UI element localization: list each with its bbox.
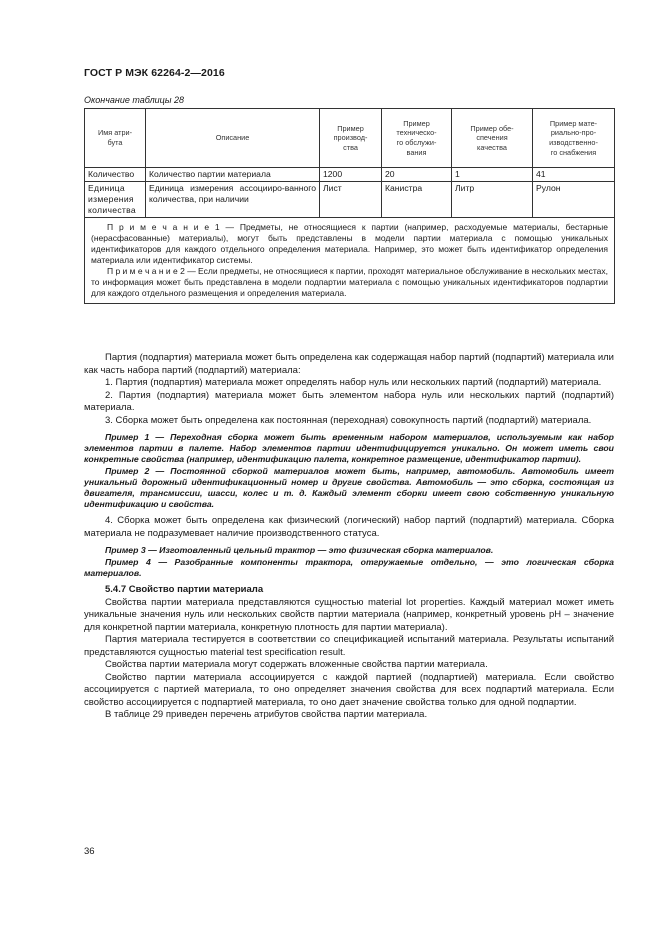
table-notes bbox=[85, 218, 615, 304]
note-label: П р и м е ч а н и е 2 bbox=[107, 266, 185, 276]
table-cell: Единица измерения ассоцииро-ванного количества, при наличии bbox=[146, 182, 320, 218]
paragraph: Партия материала тестируется в соответствии со спецификацией испытаний материала. Результаты испытаний представляются сущностью material test specification result. bbox=[84, 634, 614, 658]
example: Пример 1 — Переходная сборка может быть временным набором материалов, используемым как набор элементов партии в палете. Набор элементов партии идентифицируется уникально. Он может иметь свои конкретные свойства (например, идентификацию палета, конкретное размещение, идентификатор партии). bbox=[84, 432, 614, 465]
column-header: Пример мате- риально-про- изводственно- го снабжения bbox=[533, 109, 615, 168]
table-cell: Рулон bbox=[533, 182, 615, 218]
body-text bbox=[84, 352, 614, 722]
paragraph: 3. Сборка может быть определена как постоянная (переходная) совокупность партий (подпартий) материала. bbox=[105, 414, 592, 426]
table-row bbox=[85, 182, 615, 218]
table-cell: 1200 bbox=[320, 168, 382, 182]
table-notes-row bbox=[85, 218, 615, 304]
table-header-row bbox=[85, 109, 615, 168]
table-row bbox=[85, 168, 615, 182]
note-2 bbox=[91, 266, 608, 299]
paragraph: Свойство партии материала ассоциируется с каждой партией (подпартией) материала. Если свойство ассоциируется с партией материала, то оно определяет значения свойства для всех подпартий материала. Если свойство ассоциируется с подпартией материала, то оно дает значение свойства только для одной подпартии. bbox=[84, 671, 614, 708]
column-header: Пример производ- ства bbox=[320, 109, 382, 168]
paragraph: Свойства партии материала могут содержать вложенные свойства партии материала. bbox=[105, 659, 488, 671]
table-cell: 20 bbox=[382, 168, 452, 182]
paragraph: 2. Партия (подпартия) материала может быть элементом набора нуль или нескольких партий (подпартий) материала. bbox=[84, 389, 614, 413]
document-header: ГОСТ Р МЭК 62264-2—2016 bbox=[84, 67, 225, 79]
example: Пример 3 — Изготовленный цельный трактор — это физическая сборка материалов. bbox=[105, 545, 494, 556]
table-cell: 41 bbox=[533, 168, 615, 182]
column-header: Пример обе- спечения качества bbox=[452, 109, 533, 168]
note-label: П р и м е ч а н и е 1 bbox=[107, 222, 220, 232]
note-text: — Если предметы, не относящиеся к партии, проходят материальное обслуживание в нескольких местах, то информация может быть представлена в модели подпартии материала с помощью уникальных идентификаторов подпартии для каждого отдельного размещения и определения материала. bbox=[91, 266, 609, 298]
column-header: Описание bbox=[146, 109, 320, 168]
paragraph: Свойства партии материала представляются сущностью material lot properties. Каждый материал может иметь уникальные значения нуль или нескольких свойств партии материала (например, конкретный уровень pH – значение для конкретной партии материала, конкретную плотность для партии материала). bbox=[84, 596, 614, 633]
table-cell: Литр bbox=[452, 182, 533, 218]
attributes-table bbox=[84, 108, 615, 304]
table-cell: Количество bbox=[85, 168, 146, 182]
example: Пример 2 — Постоянной сборкой материалов может быть, например, автомобиль. Автомобиль имеет уникальный дорожный идентификационный номер и другие свойства. Автомобиль — это сборка, состоящая из двигателя, трансмиссии, шасси, колес и т. д. Каждый элемент сборки имеет свою собственную уникальную идентификацию и свойства. bbox=[84, 465, 614, 510]
paragraph: Партия (подпартия) материала может быть определена как содержащая набор партий (подпартий) материала или как часть набора партий (подпартий) материала: bbox=[84, 352, 614, 376]
column-header: Имя атри- бута bbox=[85, 109, 146, 168]
table-caption: Окончание таблицы 28 bbox=[84, 95, 184, 105]
table-cell: Лист bbox=[320, 182, 382, 218]
paragraph: 1. Партия (подпартия) материала может определять набор нуль или нескольких партий (подпартий) материала. bbox=[105, 377, 602, 388]
note-text: — Предметы, не относящиеся к партии (например, расходуемые материалы, бестарные (нерасфасованные) материалы), могут быть представлены в модели партии материала с помощью уникальных идентификаторов для каждого отдельного определения материала. Например, это может быть идентификатор определения материала или идентификатор системы. bbox=[91, 222, 608, 265]
note-1 bbox=[91, 222, 608, 266]
table-cell: 1 bbox=[452, 168, 533, 182]
column-header: Пример техническо- го обслужи- вания bbox=[382, 109, 452, 168]
paragraph: В таблице 29 приведен перечень атрибутов свойства партии материала. bbox=[105, 709, 428, 721]
page-number: 36 bbox=[84, 846, 95, 857]
paragraph: 4. Сборка может быть определена как физический (логический) набор партий (подпартий) материала. Сборка материала не подразумевает наличие производственного статуса. bbox=[84, 515, 614, 539]
table-cell: Количество партии материала bbox=[146, 168, 320, 182]
table-cell: Единица измерения количества bbox=[85, 182, 146, 218]
table-cell: Канистра bbox=[382, 182, 452, 218]
example: Пример 4 — Разобранные компоненты трактора, отгружаемые отдельно, — это логическая сборка материалов. bbox=[84, 556, 614, 578]
section-heading: 5.4.7 Свойство партии материала bbox=[105, 584, 264, 596]
